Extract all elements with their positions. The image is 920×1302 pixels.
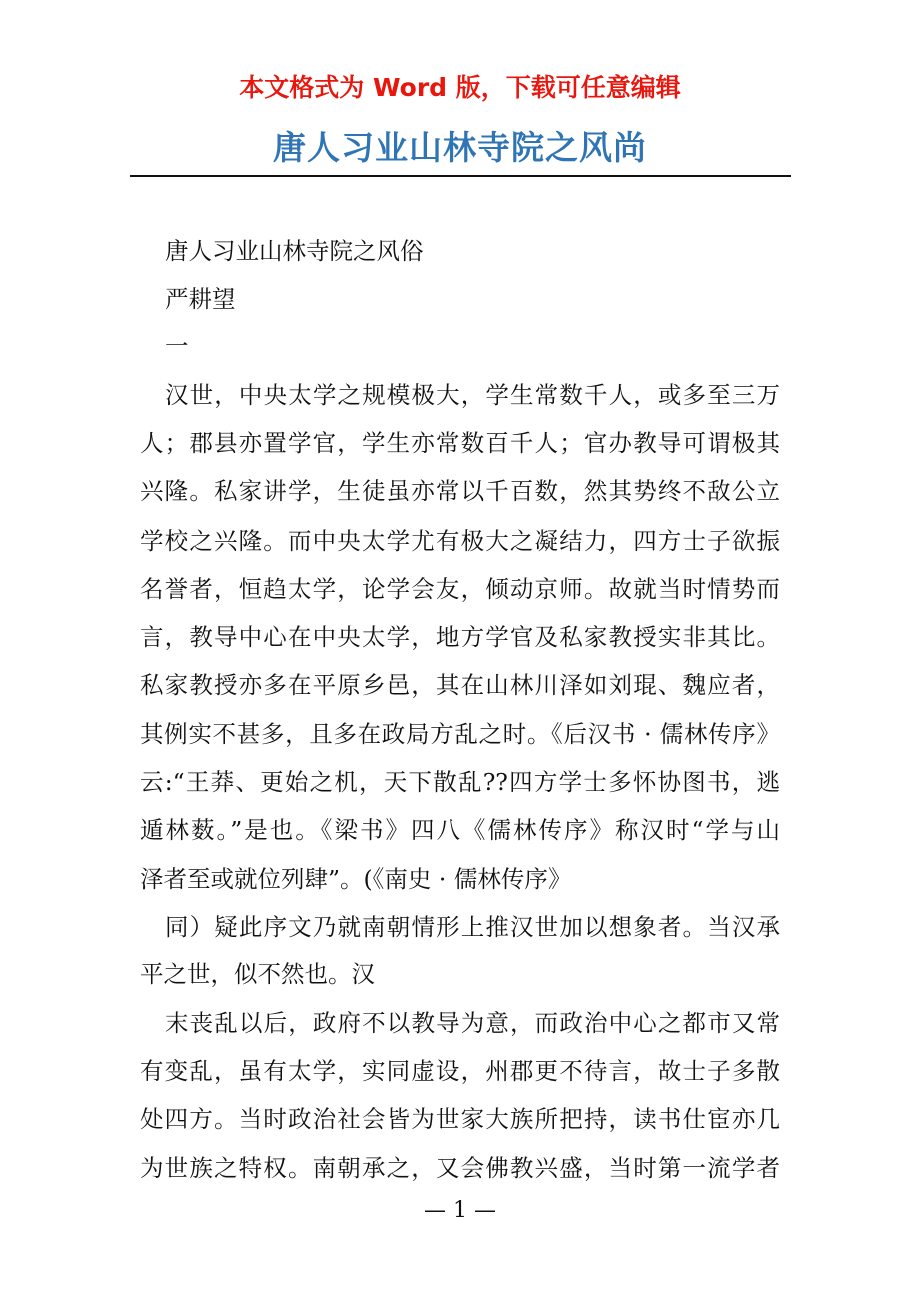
text-line: 汉世，中央太学之规模极大，学生常数千人，或多至三万 (165, 381, 780, 409)
text-line: 平之世，似不然也。汉 (140, 960, 375, 988)
text-line: 名誉者，恒趋太学，论学会友，倾动京师。故就当时情势而 (140, 575, 780, 603)
text-line: 严耕望 (165, 285, 236, 313)
text-line: 学校之兴隆。而中央太学尤有极大之凝结力，四方士子欲振 (140, 527, 780, 555)
word-format-banner: 本文格式为 Word 版，下载可任意编辑 (239, 73, 681, 102)
text-line: 其例实不甚多，且多在政局方乱之时。《后汉书 · 儒林传序》 (140, 720, 780, 748)
page-number: — 1 — (424, 1198, 496, 1223)
text-line: 有变乱，虽有太学，实同虚设，州郡更不待言，故士子多散 (140, 1057, 780, 1085)
text-line: 唐人习业山林寺院之风俗 (165, 237, 424, 265)
title-divider (130, 175, 791, 177)
text-line: 末丧乱以后，政府不以教导为意，而政治中心之都市又常 (165, 1009, 780, 1037)
text-line: 泽者至或就位列肆”。(《南史 · 儒林传序》 (140, 865, 572, 893)
text-line: 遁林薮。”是也。《梁书》四八《儒林传序》称汉时“学与山 (140, 816, 780, 844)
text-line: 私家教授亦多在平原乡邑，其在山林川泽如刘琨、魏应者， (140, 671, 780, 699)
text-line: 为世族之特权。南朝承之，又会佛教兴盛，当时第一流学者 (140, 1154, 780, 1182)
text-line: 同）疑此序文乃就南朝情形上推汉世加以想象者。当汉承 (165, 913, 780, 941)
text-line: 云:“王莽、更始之机，天下散乱??四方学士多怀协图书，逃 (140, 768, 780, 796)
text-line: 言，教导中心在中央太学，地方学官及私家教授实非其比。 (140, 623, 780, 651)
text-line: 人；郡县亦置学官，学生亦常数百千人；官办教导可谓极其 (140, 429, 780, 457)
text-line: 处四方。当时政治社会皆为世家大族所把持，读书仕宦亦几 (140, 1105, 780, 1133)
document-title: 唐人习业山林寺院之风尚 (273, 128, 647, 167)
text-line: 兴隆。私家讲学，生徒虽亦常以千百数，然其势终不敌公立 (140, 477, 780, 505)
text-line: 一 (165, 332, 189, 360)
